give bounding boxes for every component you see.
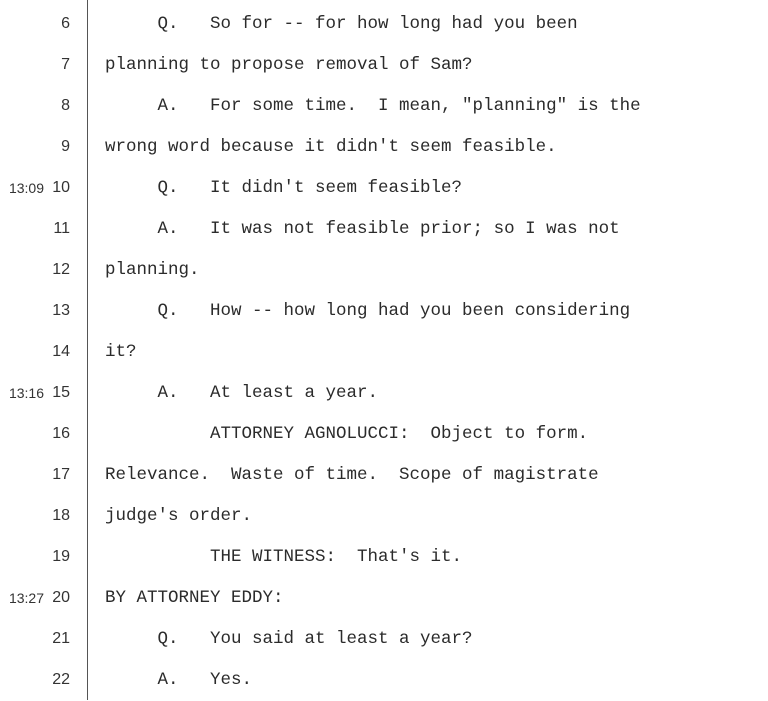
line-number: 14: [52, 343, 70, 360]
transcript-line: [0, 209, 768, 250]
line-text: wrong word because it didn't seem feasible.: [105, 137, 557, 157]
line-number: 13: [52, 302, 70, 319]
line-text: A. It was not feasible prior; so I was not: [105, 219, 620, 239]
line-number: 21: [52, 630, 70, 647]
line-text: Q. It didn't seem feasible?: [105, 178, 463, 198]
line-number: 18: [52, 507, 70, 524]
transcript-line: [0, 168, 768, 209]
line-number: 22: [52, 671, 70, 688]
line-timestamp: 13:27: [8, 590, 44, 606]
line-number: 19: [52, 548, 70, 565]
line-number: 16: [52, 425, 70, 442]
line-number: 8: [61, 97, 70, 114]
line-text: A. For some time. I mean, "planning" is the: [105, 96, 641, 116]
line-text: Q. So for -- for how long had you been: [105, 14, 578, 34]
transcript-line: [0, 45, 768, 86]
transcript-line: [0, 127, 768, 168]
transcript-line: [0, 578, 768, 619]
transcript-line: [0, 4, 768, 45]
line-number: 11: [53, 220, 70, 237]
line-number: 10: [52, 179, 70, 196]
line-number: 6: [61, 15, 70, 32]
transcript-line: [0, 660, 768, 701]
transcript-line: [0, 250, 768, 291]
line-text: planning to propose removal of Sam?: [105, 55, 473, 75]
line-text: it?: [105, 342, 137, 362]
transcript-line: [0, 86, 768, 127]
transcript-line: [0, 619, 768, 660]
line-text: THE WITNESS: That's it.: [105, 547, 463, 567]
line-number: 15: [52, 384, 70, 401]
transcript-line: [0, 414, 768, 455]
line-text: planning.: [105, 260, 200, 280]
line-text: A. Yes.: [105, 670, 253, 690]
transcript-line: [0, 455, 768, 496]
line-number: 7: [61, 56, 70, 73]
line-text: A. At least a year.: [105, 383, 379, 403]
line-text: judge's order.: [105, 506, 253, 526]
transcript-line: [0, 291, 768, 332]
line-timestamp: 13:16: [8, 385, 44, 401]
transcript-line: [0, 537, 768, 578]
transcript-line: [0, 373, 768, 414]
line-text: ATTORNEY AGNOLUCCI: Object to form.: [105, 424, 589, 444]
transcript-line: [0, 332, 768, 373]
line-number: 17: [52, 466, 70, 483]
line-number: 9: [61, 138, 70, 155]
line-text: Relevance. Waste of time. Scope of magistrate: [105, 465, 599, 485]
line-text: Q. How -- how long had you been considering: [105, 301, 631, 321]
line-number: 12: [52, 261, 70, 278]
line-text: Q. You said at least a year?: [105, 629, 473, 649]
line-timestamp: 13:09: [8, 180, 44, 196]
transcript-line: [0, 496, 768, 537]
line-text: BY ATTORNEY EDDY:: [105, 588, 284, 608]
line-number: 20: [52, 589, 70, 606]
